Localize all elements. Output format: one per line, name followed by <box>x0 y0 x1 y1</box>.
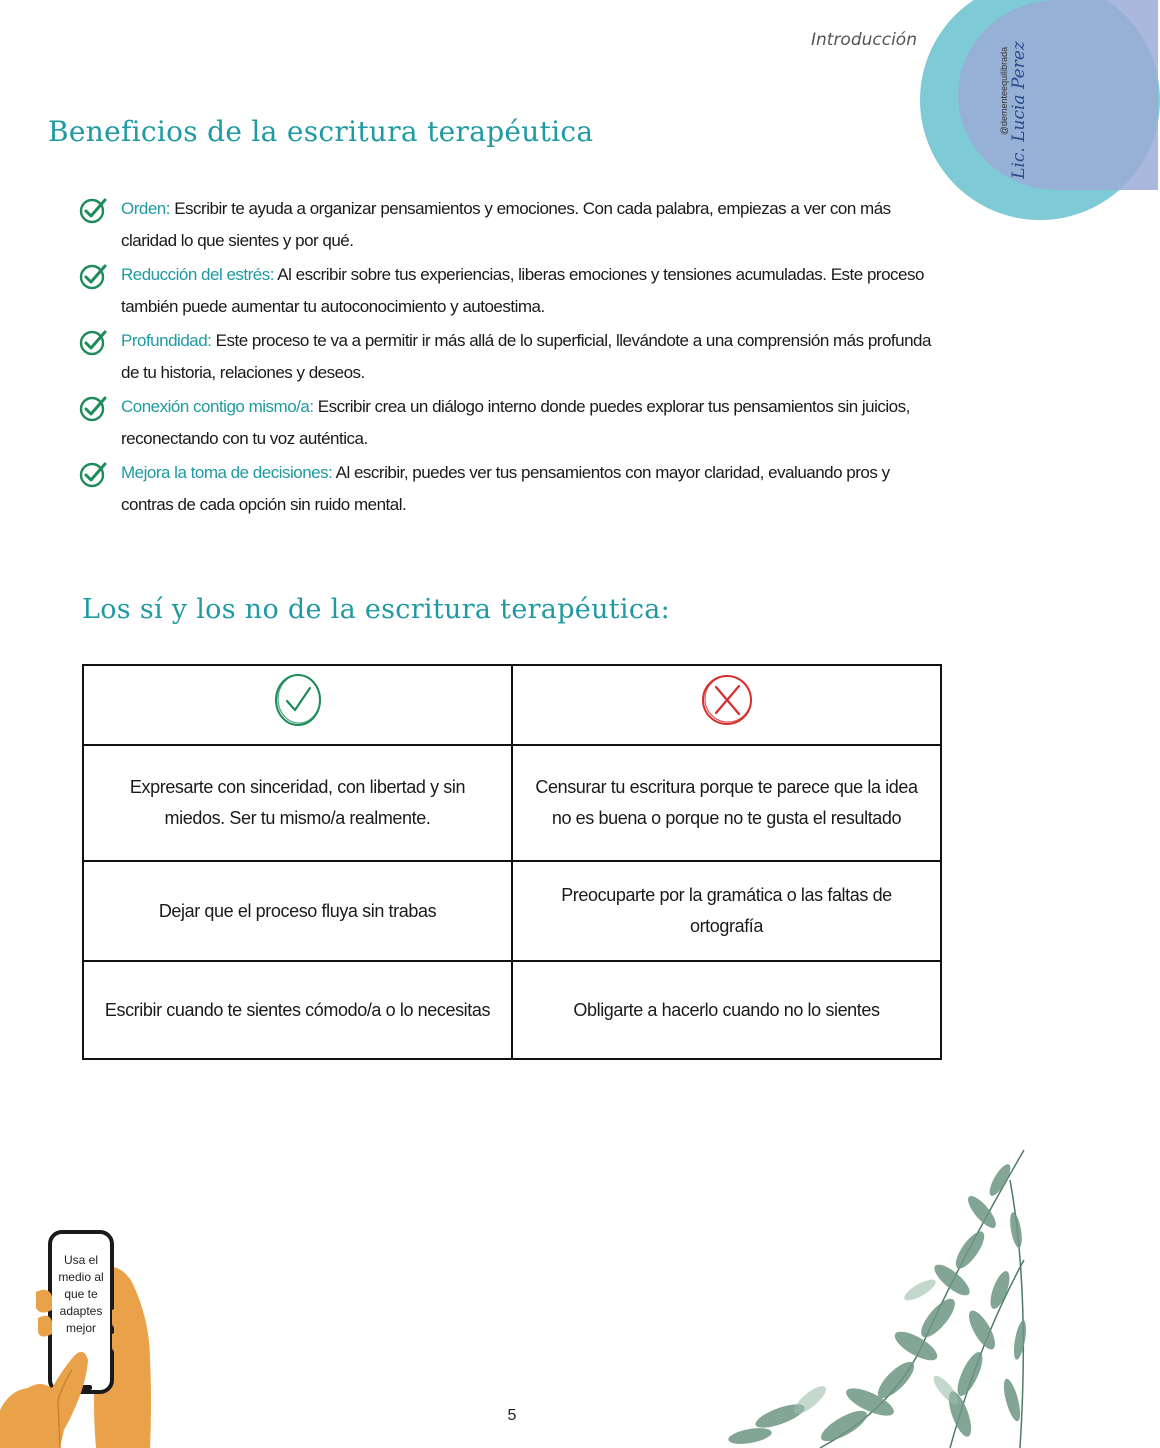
benefit-text: Escribir crea un diálogo interno donde puedes explorar tus pensamientos sin juicios, reconectando con tu voz auténtica. <box>121 397 910 448</box>
benefit-text: Al escribir, puedes ver tus pensamientos con mayor claridad, evaluando pros y contras de cada opción sin ruido mental. <box>121 463 890 514</box>
benefit-text: Este proceso te va a permitir ir más allá de lo superficial, llevándote a una comprensión más profunda de tu historia, relaciones y deseos. <box>121 331 931 382</box>
table-row <box>83 861 941 961</box>
no-column-header <box>512 665 941 745</box>
section-label: Introducción <box>810 30 917 50</box>
benefit-item <box>78 193 938 256</box>
check-icon <box>78 195 108 225</box>
check-icon <box>78 261 108 291</box>
benefit-item <box>78 325 938 388</box>
table-row <box>83 745 941 861</box>
check-circle-icon <box>272 672 324 728</box>
no-cell: Obligarte a hacerlo cuando no lo sientes <box>512 961 941 1059</box>
check-icon <box>78 459 108 489</box>
yes-cell: Dejar que el proceso fluya sin trabas <box>83 861 512 961</box>
benefit-term: Reducción del estrés: <box>121 265 274 284</box>
benefit-item <box>78 457 938 520</box>
no-cell: Censurar tu escritura porque te parece que la idea no es buena o porque no te gusta el resultado <box>512 745 941 861</box>
table-row <box>83 961 941 1059</box>
x-circle-icon <box>699 672 755 728</box>
benefit-term: Conexión contigo mismo/a: <box>121 397 314 416</box>
page-number: 5 <box>507 1407 517 1424</box>
benefit-text: Escribir te ayuda a organizar pensamientos y emociones. Con cada palabra, empiezas a ver con más claridad lo que sientes y por qué. <box>121 199 891 250</box>
no-cell: Preocuparte por la gramática o las faltas de ortografía <box>512 861 941 961</box>
author-signature: Lic. Lucia Perez <box>1008 41 1029 179</box>
dos-donts-title: Los sí y los no de la escritura terapéutica: <box>82 594 671 625</box>
yes-cell: Escribir cuando te sientes cómodo/a o lo necesitas <box>83 961 512 1059</box>
benefits-list <box>78 193 938 523</box>
benefit-item <box>78 259 938 322</box>
check-icon <box>78 393 108 423</box>
check-icon <box>78 327 108 357</box>
yes-cell: Expresarte con sinceridad, con libertad y sin miedos. Ser tu mismo/a realmente. <box>83 745 512 861</box>
corner-decoration-inner <box>958 0 1158 190</box>
benefit-item <box>78 391 938 454</box>
benefit-term: Profundidad: <box>121 331 212 350</box>
author-handle: @dementeequilibrada <box>999 46 1010 136</box>
benefits-title: Beneficios de la escritura terapéutica <box>48 115 594 148</box>
table-header-row <box>83 665 941 745</box>
leaves-decoration <box>720 1140 1024 1448</box>
benefit-text: Al escribir sobre tus experiencias, liberas emociones y tensiones acumuladas. Este proceso también puede aumentar tu autoconocimiento y autoestima. <box>121 265 924 316</box>
dos-donts-table <box>82 664 942 1060</box>
benefit-term: Mejora la toma de decisiones: <box>121 463 333 482</box>
phone-note: Usa el medio al que te adaptes mejor <box>58 1253 104 1335</box>
benefit-term: Orden: <box>121 199 170 218</box>
yes-column-header <box>83 665 512 745</box>
